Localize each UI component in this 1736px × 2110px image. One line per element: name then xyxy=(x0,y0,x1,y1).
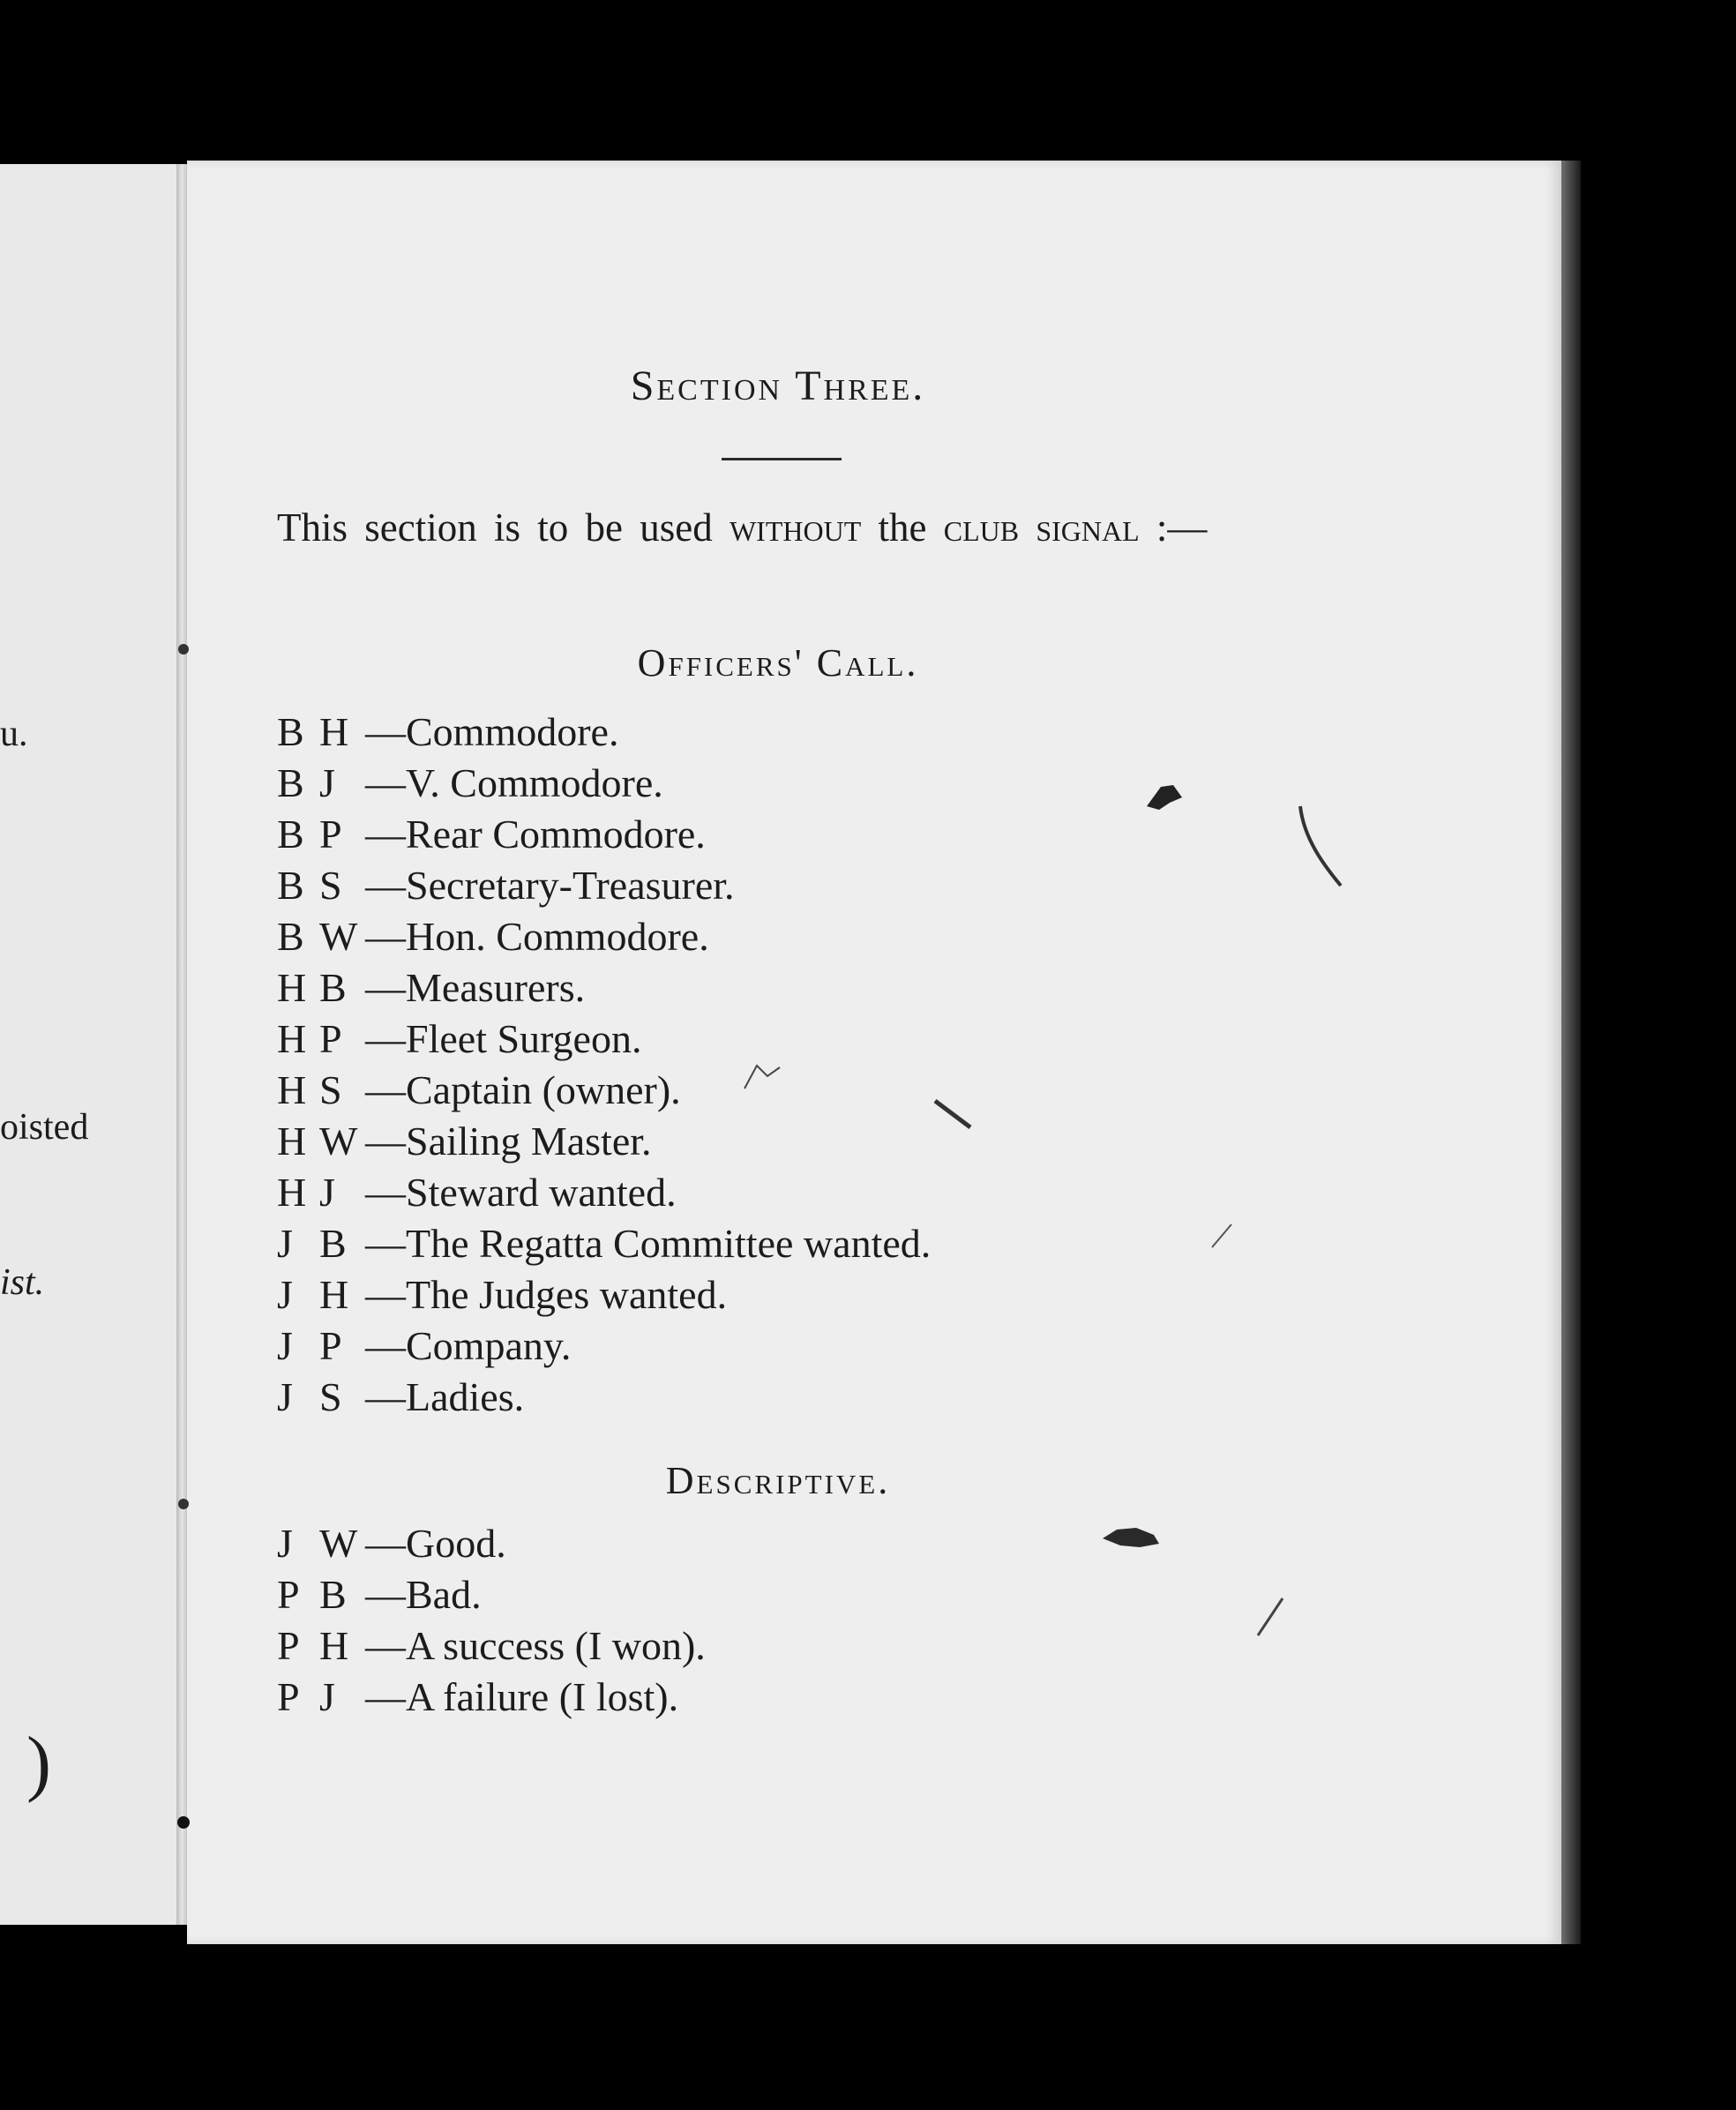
flag-code-2: W xyxy=(319,1521,358,1566)
signal-meaning: —Secretary-Treasurer. xyxy=(365,863,735,908)
list-item xyxy=(277,809,931,860)
list-item xyxy=(277,1014,931,1065)
list-item xyxy=(277,1321,931,1372)
flag-code-2: W xyxy=(319,1119,358,1163)
section-title: Section Three. xyxy=(630,363,926,409)
flag-code-1: J xyxy=(277,1374,293,1419)
scratch-mark-3 xyxy=(741,1057,785,1092)
flag-code-2: H xyxy=(319,1623,349,1668)
flag-code-1: B xyxy=(277,863,304,908)
list-item xyxy=(277,1518,706,1569)
flag-code-2: W xyxy=(319,914,358,959)
signal-meaning: —Captain (owner). xyxy=(365,1067,681,1112)
signal-meaning: —Sailing Master. xyxy=(365,1119,652,1163)
flag-code-2: S xyxy=(319,863,342,908)
flag-code-2: B xyxy=(319,965,347,1010)
flag-code-1: B xyxy=(277,914,304,959)
flag-code-2: H xyxy=(319,1272,349,1317)
signal-meaning: —Ladies. xyxy=(365,1374,525,1419)
flag-code-2: H xyxy=(319,709,349,754)
flag-code-1: H xyxy=(277,1170,307,1215)
signal-meaning: —Commodore. xyxy=(365,709,619,754)
flag-code-2: P xyxy=(319,1323,342,1368)
list-item xyxy=(277,1218,931,1269)
intro-text-2: the xyxy=(861,505,944,550)
list-item xyxy=(277,1672,706,1723)
signal-meaning: —A failure (I lost). xyxy=(365,1674,679,1719)
signal-meaning: —The Regatta Committee wanted. xyxy=(365,1221,932,1266)
list-item xyxy=(277,1065,931,1116)
left-fragment-3: ist. xyxy=(0,1262,45,1303)
flag-code-1: B xyxy=(277,812,304,857)
ink-blot-2 xyxy=(1101,1523,1163,1554)
flag-code-1: J xyxy=(277,1323,293,1368)
flag-code-1: B xyxy=(277,709,304,754)
signal-meaning: —Steward wanted. xyxy=(365,1170,677,1215)
signal-meaning: —Fleet Surgeon. xyxy=(365,1016,642,1061)
list-item xyxy=(277,962,931,1014)
signal-meaning: —Bad. xyxy=(365,1572,482,1617)
signal-meaning: —V. Commodore. xyxy=(365,760,663,805)
flag-code-1: J xyxy=(277,1221,293,1266)
list-item xyxy=(277,1569,706,1620)
page-edge xyxy=(1561,161,1581,1944)
signal-meaning: —Good. xyxy=(365,1521,506,1566)
scratch-mark-2 xyxy=(932,1097,976,1133)
flag-code-2: B xyxy=(319,1221,347,1266)
intro-club-signal: club signal xyxy=(943,505,1140,550)
flag-code-2: J xyxy=(319,1674,335,1719)
flag-code-2: S xyxy=(319,1374,342,1419)
flag-code-1: H xyxy=(277,965,307,1010)
signal-meaning: —Hon. Commodore. xyxy=(365,914,709,959)
list-item xyxy=(277,1167,931,1218)
list-item xyxy=(277,911,931,962)
flag-code-1: H xyxy=(277,1016,307,1061)
flag-code-1: J xyxy=(277,1272,293,1317)
signal-meaning: —The Judges wanted. xyxy=(365,1272,728,1317)
ink-blot-1 xyxy=(1143,780,1187,815)
list-item xyxy=(277,1116,931,1167)
left-page xyxy=(0,164,182,1925)
intro-text-1: This section is to be used xyxy=(277,505,730,550)
intro-text-3: :— xyxy=(1139,505,1208,550)
title-rule xyxy=(722,458,842,460)
flag-code-1: P xyxy=(277,1623,300,1668)
officers-call-heading: Officers' Call. xyxy=(637,641,919,685)
scratch-mark-5 xyxy=(1208,1223,1235,1249)
signal-meaning: —Company. xyxy=(365,1323,572,1368)
descriptive-heading: Descriptive. xyxy=(665,1459,891,1502)
list-item xyxy=(277,758,931,809)
flag-code-1: P xyxy=(277,1572,300,1617)
flag-code-2: S xyxy=(319,1067,342,1112)
list-item xyxy=(277,1269,931,1321)
flag-code-1: P xyxy=(277,1674,300,1719)
section-intro xyxy=(277,501,1295,554)
left-bracket-mark: ) xyxy=(26,1722,51,1804)
list-item xyxy=(277,1620,706,1672)
flag-code-2: B xyxy=(319,1572,347,1617)
signal-meaning: —Rear Commodore. xyxy=(365,812,706,857)
scratch-mark-4 xyxy=(1253,1595,1288,1639)
scratch-mark-1 xyxy=(1297,803,1350,891)
flag-code-1: H xyxy=(277,1119,307,1163)
flag-code-1: B xyxy=(277,760,304,805)
list-item xyxy=(277,860,931,911)
flag-code-2: J xyxy=(319,760,335,805)
officers-call-list xyxy=(277,707,931,1423)
flag-code-2: P xyxy=(319,1016,342,1061)
list-item xyxy=(277,707,931,758)
flag-code-2: P xyxy=(319,812,342,857)
list-item xyxy=(277,1372,931,1423)
intro-without: without xyxy=(729,505,862,550)
signal-meaning: —Measurers. xyxy=(365,965,586,1010)
left-fragment-2: oisted xyxy=(0,1107,89,1148)
signal-meaning: —A success (I won). xyxy=(365,1623,706,1668)
binding-dots xyxy=(175,635,192,1835)
flag-code-1: H xyxy=(277,1067,307,1112)
left-fragment-1: u. xyxy=(0,714,28,754)
flag-code-2: J xyxy=(319,1170,335,1215)
flag-code-1: J xyxy=(277,1521,293,1566)
descriptive-list xyxy=(277,1518,706,1723)
